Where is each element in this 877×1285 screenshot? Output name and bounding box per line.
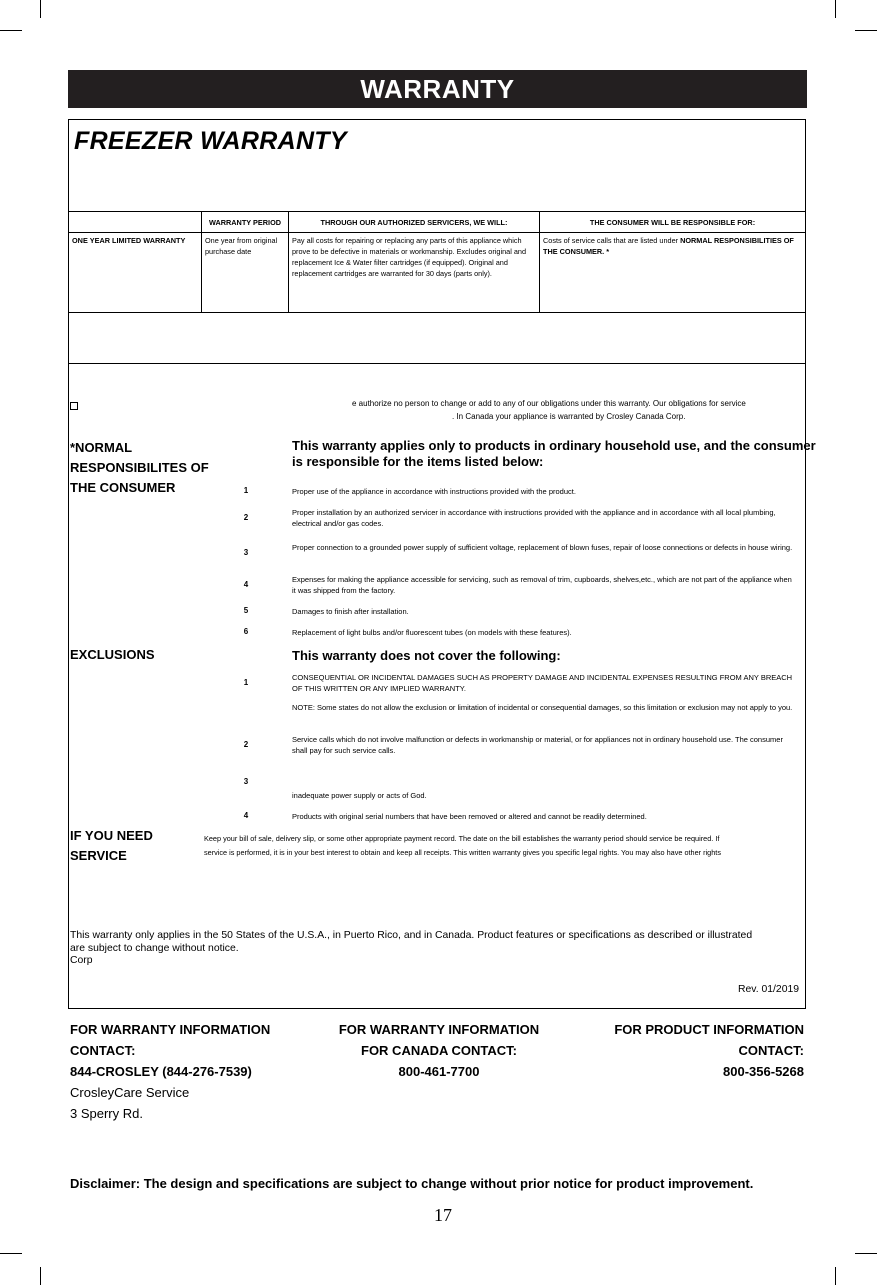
list-item: Proper connection to a grounded power supply of sufficient voltage, replacement of blown fuses, repair of loose connections or defects in house wiring. — [292, 543, 793, 552]
obligations-line: . In Canada your appliance is warranted by Crosley Canada Corp. — [452, 412, 686, 421]
service-label — [70, 826, 153, 866]
list-item: Service calls which do not involve malfunction or defects in workmanship or material, or for appliances not in ordinary household use. The consumer shall pay for such service calls. — [292, 735, 783, 755]
table-header: THE CONSUMER WILL BE RESPONSIBLE FOR: — [540, 212, 806, 233]
list-item: Replacement of light bulbs and/or fluorescent tubes (on models with these features). — [292, 628, 572, 637]
item-number: 1 — [243, 678, 249, 687]
warranty-table — [68, 211, 806, 313]
intro-line: is responsible for the items listed below: — [292, 454, 544, 469]
contact-line: FOR WARRANTY INFORMATION — [70, 1022, 271, 1037]
consumer-bold-text: NORMAL RESPONSIBILITIES OF THE CONSUMER. * — [543, 236, 794, 256]
label-line: SERVICE — [70, 848, 127, 863]
crop-mark — [40, 0, 41, 18]
contact-line: CrosleyCare Service — [70, 1085, 190, 1100]
obligations-line: e authorize no person to change or add to any of our obligations under this warranty. Our obligations for service — [352, 399, 746, 408]
list-item: Proper installation by an authorized servicer in accordance with instructions provided with the appliance and in accordance with all local plumbing, electrical and/or gas codes. — [292, 508, 776, 528]
item-number: 6 — [243, 627, 249, 636]
crop-mark — [835, 0, 836, 18]
table-cell — [540, 233, 806, 313]
item-number: 2 — [243, 513, 249, 522]
canada-contact-block — [325, 1019, 553, 1082]
contact-line: 3 Sperry Rd. — [70, 1106, 143, 1121]
crop-mark — [855, 1253, 877, 1254]
exclusions-intro: This warranty does not cover the following: — [292, 648, 561, 663]
applies-line: Corp — [70, 955, 93, 966]
contact-phone: 844-CROSLEY (844-276-7539) — [70, 1064, 252, 1079]
applies-line: This warranty only applies in the 50 States of the U.S.A., in Puerto Rico, and in Canada. Product features or specifications as described or illustrated — [70, 930, 753, 941]
revision-text: Rev. 01/2019 — [738, 984, 800, 995]
item-number: 3 — [243, 548, 249, 557]
exclusions-label: EXCLUSIONS — [70, 647, 155, 662]
intro-line: This warranty applies only to products in ordinary household use, and the consumer — [292, 438, 816, 453]
label-line: IF YOU NEED — [70, 828, 153, 843]
us-contact-block — [70, 1019, 270, 1124]
applies-line: are subject to change without notice. — [70, 942, 239, 954]
list-item: Expenses for making the appliance accessible for servicing, such as removal of trim, cupboards, shelves,etc., which are not part of the appliance when it was shipped from the factory. — [292, 575, 792, 595]
service-line: service is performed, it is in your best interest to obtain and keep all receipts. This written warranty gives you specific legal rights. You may also have other rights — [204, 848, 721, 857]
contact-line: CONTACT: — [70, 1043, 136, 1058]
warranty-banner: WARRANTY — [68, 70, 807, 108]
normal-responsibilities-label — [70, 438, 209, 498]
list-item: Products with original serial numbers that have been removed or altered and cannot be readily determined. — [292, 812, 647, 821]
list-item: NOTE: Some states do not allow the exclusion or limitation of incidental or consequential damages, so this limitation or exclusion may not apply to you. — [292, 703, 793, 712]
table-header — [69, 212, 202, 233]
table-header: THROUGH OUR AUTHORIZED SERVICERS, WE WILL: — [289, 212, 540, 233]
list-item: CONSEQUENTIAL OR INCIDENTAL DAMAGES SUCH AS PROPERTY DAMAGE AND INCIDENTAL EXPENSES RESULTING FROM ANY BREACH OF THIS WRITTEN OR ANY IMPLIED WARRANTY. — [292, 673, 793, 693]
table-header-row — [69, 212, 806, 233]
crop-mark — [855, 30, 877, 31]
table-cell: Pay all costs for repairing or replacing any parts of this appliance which prove to be defective in materials or workmanship. Excludes original and replacement Ice & Water filter cartridges (if equipped). Original and replacement cartridges are warranted for 30 days (parts only). — [289, 233, 540, 313]
label-line: RESPONSIBILITES OF — [70, 460, 209, 475]
item-number: 1 — [243, 486, 249, 495]
page-number: 17 — [434, 1205, 452, 1225]
list-item: Proper use of the appliance in accordance with instructions provided with the product. — [292, 487, 576, 496]
item-number: 3 — [243, 777, 249, 786]
service-text — [204, 832, 721, 860]
contact-line: FOR CANADA CONTACT: — [361, 1043, 517, 1058]
contact-phone: 800-356-5268 — [723, 1064, 804, 1079]
item-number: 4 — [243, 811, 249, 820]
label-line: THE CONSUMER — [70, 480, 176, 495]
contact-line: FOR PRODUCT INFORMATION — [614, 1022, 804, 1037]
table-cell: ONE YEAR LIMITED WARRANTY — [69, 233, 202, 313]
product-contact-block — [580, 1019, 804, 1082]
divider — [68, 363, 806, 364]
freezer-warranty-title: FREEZER WARRANTY — [74, 127, 347, 155]
consumer-text: Costs of service calls that are listed under — [543, 236, 681, 245]
checkbox-icon — [70, 402, 78, 410]
service-line: Keep your bill of sale, delivery slip, or some other appropriate payment record. The date on the bill establishes the warranty period should service be required. If — [204, 834, 720, 843]
list-item: Damages to finish after installation. — [292, 607, 409, 616]
crop-mark — [40, 1267, 41, 1285]
list-item: inadequate power supply or acts of God. — [292, 791, 427, 800]
contact-phone: 800-461-7700 — [398, 1064, 480, 1079]
item-number: 2 — [243, 740, 249, 749]
table-row — [69, 233, 806, 313]
crop-mark — [835, 1267, 836, 1285]
crop-mark — [0, 30, 22, 31]
table-cell: One year from original purchase date — [202, 233, 289, 313]
table-header: WARRANTY PERIOD — [202, 212, 289, 233]
label-line: *NORMAL — [70, 440, 133, 455]
item-number: 5 — [243, 606, 249, 615]
applies-text — [70, 930, 752, 968]
contact-line: CONTACT: — [738, 1043, 804, 1058]
contact-line: FOR WARRANTY INFORMATION — [338, 1022, 540, 1037]
item-number: 4 — [243, 580, 249, 589]
disclaimer: Disclaimer: The design and specifications are subject to change without prior notice for product improvement. — [70, 1176, 754, 1191]
crop-mark — [0, 1253, 22, 1254]
normal-intro — [292, 438, 816, 470]
